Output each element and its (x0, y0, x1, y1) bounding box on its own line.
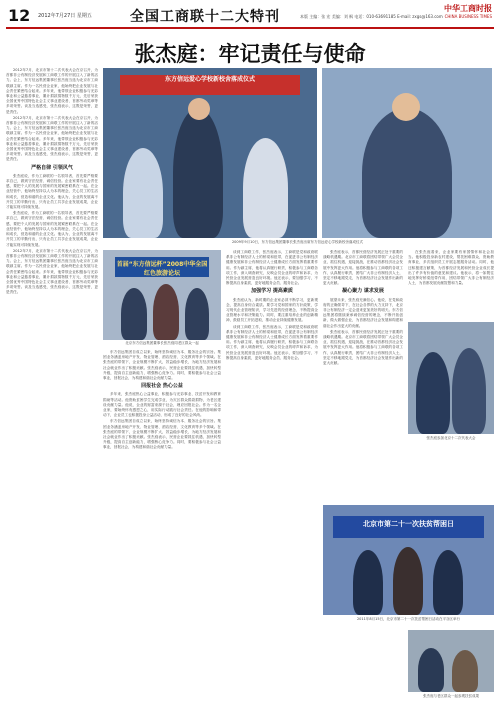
photo-banner: 北京市第二十一次扶贫帮困日 (333, 516, 483, 538)
photo-banner: 首届“东方信远杯”2008中华全国红色旅游论坛 (115, 257, 209, 277)
photo-banner: 东方信远爱心学校新校舍落成仪式 (120, 75, 300, 95)
article-column-4: 张杰庭表示，首都民营经济发展正处于重要的战略机遇期。北京市工商联将团结带领广大会员企业，抓住机遇，迎接挑战，在推动首都经济社会发展中发挥更大作用。他将积极参与工商联的各项工作，认真履行职责，团结广大非公有制经济人士，坚定不移地跟党走，为首都经济社会发展作出新的更大贡献。 凝心聚力 谋求发展 展望未来，张杰庭充满信心。他说，在党和政府的正确领导下，在社会各界的大力支持下，北京非公有制经济一定会迎来更加美好的明天。东方信远集团将继续秉承诚信经营的理念，不断开拓创新，做大做强企业，为首都经济社会发展和构建和谐社会作出更大的贡献。 张杰庭表示，首都民营经济发展正处于重要的战略机遇期。北京市工商联将团结带领广大会员企业，抓住机遇，迎接挑战，在推动首都经济社会发展中发挥更大作用。他将积极参与工商联的各项工作，认真履行职责，团结广大非公有制经济人士，坚定不移地跟党走，为首都经济社会发展作出新的更大贡献。 (323, 250, 403, 366)
subheading: 加强学习 提高素质 (251, 288, 293, 295)
child-figure (243, 138, 288, 238)
person-figure (433, 550, 463, 615)
bottom-right-photo (408, 630, 494, 692)
person-figure (121, 288, 147, 340)
person-figure (353, 550, 383, 615)
subheading: 凝心聚力 谋求发展 (342, 288, 384, 295)
bottom-right-caption: 张杰庭与老区群众一起参观扶贫成果 (423, 694, 479, 698)
person-figure (418, 648, 444, 692)
right-bottom-caption: 2011年8月15日，北京市第二十一次扶贫帮困日活动在平谷区举行 (356, 617, 461, 621)
article-column-5: 在张杰庭看来，企业家要有家国情怀和社会担当。他积极投身新农村建设，帮扶困难群众，资助教育事业，多次组织员工开展志愿服务活动。同时，他还积极建言献策，为首都经济发展和民营企业成长提出了许多有价值的意见和建议。他表示，将一如既往地发挥好桥梁纽带作用，团结带领广大非公有制经济人士，为首都发展贡献智慧和力量。 (408, 250, 494, 286)
masthead (0, 0, 500, 30)
editor-line: 本版 主编：张 宏 美编：刘 枫 电话：010-63691185 E-mail: zxgs@163.com (300, 14, 443, 19)
right-middle-caption: 张杰庭参加北京十二次代表大会 (426, 436, 476, 440)
top-photo-caption: 2009年9月10日，东方信远集团董事长张杰庭出席东方信远爱心学校新校舍落成仪式 (231, 240, 364, 244)
middle-photo (103, 250, 221, 340)
paper-subtitle: CHINA BUSINESS TIMES (444, 14, 492, 19)
person-figure (452, 650, 478, 692)
subheading: 严格自律 引领风气 (31, 164, 73, 171)
right-top-photo (322, 68, 492, 238)
header-rule (6, 27, 494, 29)
person-figure (362, 108, 452, 238)
article-column-2: 东方信远集团自成立以来，始终坚持诚信为本、服务社会的宗旨。集团业务涵盖房地产开发、物业管理、酒店经营、文化教育等多个领域。在张杰庭的带领下，企业规模不断扩大，效益稳步增长，为地方经济发展和社会就业作出了积极贡献。张杰庭表示，民营企业要抓住机遇，加快转型升级，提高自主创新能力，增强核心竞争力。同时，要积极参与社会公益事业，回报社会，为构建和谐社会贡献力量。 回报社会 热心公益 多年来，张杰庭热心公益事业，积极参与光彩事业、扶贫开发和教育捐助等活动。他资助贫困学生完成学业，为灾区群众捐款捐物，为老区建设贡献力量。他说，企业的财富来源于社会，理应回报社会。作为一名企业家，要始终怀有感恩之心，用实际行动践行社会责任。在他的影响和带动下，企业员工也积极投身公益活动，形成了良好的社会风尚。 东方信远集团自成立以来，始终坚持诚信为本、服务社会的宗旨。集团业务涵盖房地产开发、物业管理、酒店经营、文化教育等多个领域。在张杰庭的带领下，企业规模不断扩大，效益稳步增长，为地方经济发展和社会就业作出了积极贡献。张杰庭表示，民营企业要抓住机遇，加快转型升级，提高自主创新能力，增强核心竞争力。同时，要积极参与社会公益事业，回报社会，为构建和谐社会贡献力量。 (103, 350, 221, 450)
section-title: 全国工商联十二大特刊 (130, 9, 280, 25)
child-figure (123, 148, 163, 238)
article-column-1: 2012年7月，北京市第十二次代表大会在京召开，为首都非公有制经济发展和工商联工作的开展注入了新的活力。会上，东方信远集团董事长张杰庭当选为北京市工商联副主席。作为一名民营企业家，他始终把企业发展与社会责任紧密结合起来。多年来，他带领企业积极参与光彩事业和公益慈善事业，累计捐款捐物数千万元，先后荣获全国优秀中国特色社会主义事业建设者、首都劳动奖章等多项荣誉。谈及当选感受，张杰庭表示，这既是荣誉，更是责任。 2012年7月，北京市第十二次代表大会在京召开，为首都非公有制经济发展和工商联工作的开展注入了新的活力。会上，东方信远集团董事长张杰庭当选为北京市工商联副主席。作为一名民营企业家，他始终把企业发展与社会责任紧密结合起来。多年来，他带领企业积极参与光彩事业和公益慈善事业，累计捐款捐物数千万元，先后荣获全国优秀中国特色社会主义事业建设者、首都劳动奖章等多项荣誉。谈及当选感受，张杰庭表示，这既是荣誉，更是责任。 严格自律 引领风气 张杰庭说，作为工商联的一名领导者，首先要严格要求自己，做到守法经营、诚信经营。企业家要有社会责任感，要把个人的发展与国家的发展紧密联系在一起。在企业经营中，他始终坚持以人为本的理念，关心员工的生活和成长，营造和谐的企业文化。他认为，企业的发展离不开员工的辛勤付出，只有让员工共享企业发展成果，企业才能实现可持续发展。 张杰庭说，作为工商联的一名领导者，首先要严格要求自己，做到守法经营、诚信经营。企业家要有社会责任感，要把个人的发展与国家的发展紧密联系在一起。在企业经营中，他始终坚持以人为本的理念，关心员工的生活和成长，营造和谐的企业文化。他认为，企业的发展离不开员工的辛勤付出，只有让员工共享企业发展成果，企业才能实现可持续发展。 2012年7月，北京市第十二次代表大会在京召开，为首都非公有制经济发展和工商联工作的开展注入了新的活力。会上，东方信远集团董事长张杰庭当选为北京市工商联副主席。作为一名民营企业家，他始终把企业发展与社会责任紧密结合起来。多年来，他带领企业积极参与光彩事业和公益慈善事业，累计捐款捐物数千万元，先后荣获全国优秀中国特色社会主义事业建设者、首都劳动奖章等多项荣誉。谈及当选感受，张杰庭表示，这既是荣誉，更是责任。 (6, 68, 98, 295)
person-figure (153, 284, 179, 340)
person-head (392, 93, 420, 121)
person-head (188, 98, 210, 120)
person-figure (393, 547, 423, 615)
person-figure (416, 352, 450, 434)
person-figure (185, 288, 209, 340)
right-middle-photo (408, 322, 494, 434)
person-figure (173, 108, 223, 238)
headline: 张杰庭：牢记责任与使命 (134, 41, 366, 66)
right-bottom-photo (323, 505, 494, 615)
paper-name: 中华工商时报 (444, 4, 492, 13)
page-number: 12 (8, 6, 31, 25)
article-column-3: 谈到工商联工作，张杰庭表示，工商联是党和政府联系非公有制经济人士的桥梁和纽带，在促进非公有制经济健康发展和非公有制经济人士健康成长方面发挥着重要作用。作为副主席，他将认真履行职责，积极参与工商联各项工作，深入调查研究，反映会员企业的呼声和诉求，为民营企业发展营造良好环境。他还表示，要加强学习，不断提高自身素质，更好地服务会员、服务社会。 加强学习 提高素质 张杰庭认为，新时期的企业家必须不断学习，更新观念，提高自身综合素质。要学习党和国家的方针政策，学习现代企业管理知识，学习先进的经营理念，不断提高企业管理水平和决策能力。同时，要注重培养企业的创新精神，鼓励员工开拓进取，推动企业持续健康发展。 谈到工商联工作，张杰庭表示，工商联是党和政府联系非公有制经济人士的桥梁和纽带，在促进非公有制经济健康发展和非公有制经济人士健康成长方面发挥着重要作用。作为副主席，他将认真履行职责，积极参与工商联各项工作，深入调查研究，反映会员企业的呼声和诉求，为民营企业发展营造良好环境。他还表示，要加强学习，不断提高自身素质，更好地服务会员、服务社会。 (226, 250, 318, 360)
top-photo (103, 68, 317, 238)
subheading: 回报社会 热心公益 (141, 383, 183, 390)
middle-photo-caption: 北京东方信远集团董事长张杰庭同老区群众一起 (125, 341, 199, 345)
issue-date: 2012年7月27日 星期五 (38, 13, 92, 19)
person-figure (452, 348, 486, 434)
